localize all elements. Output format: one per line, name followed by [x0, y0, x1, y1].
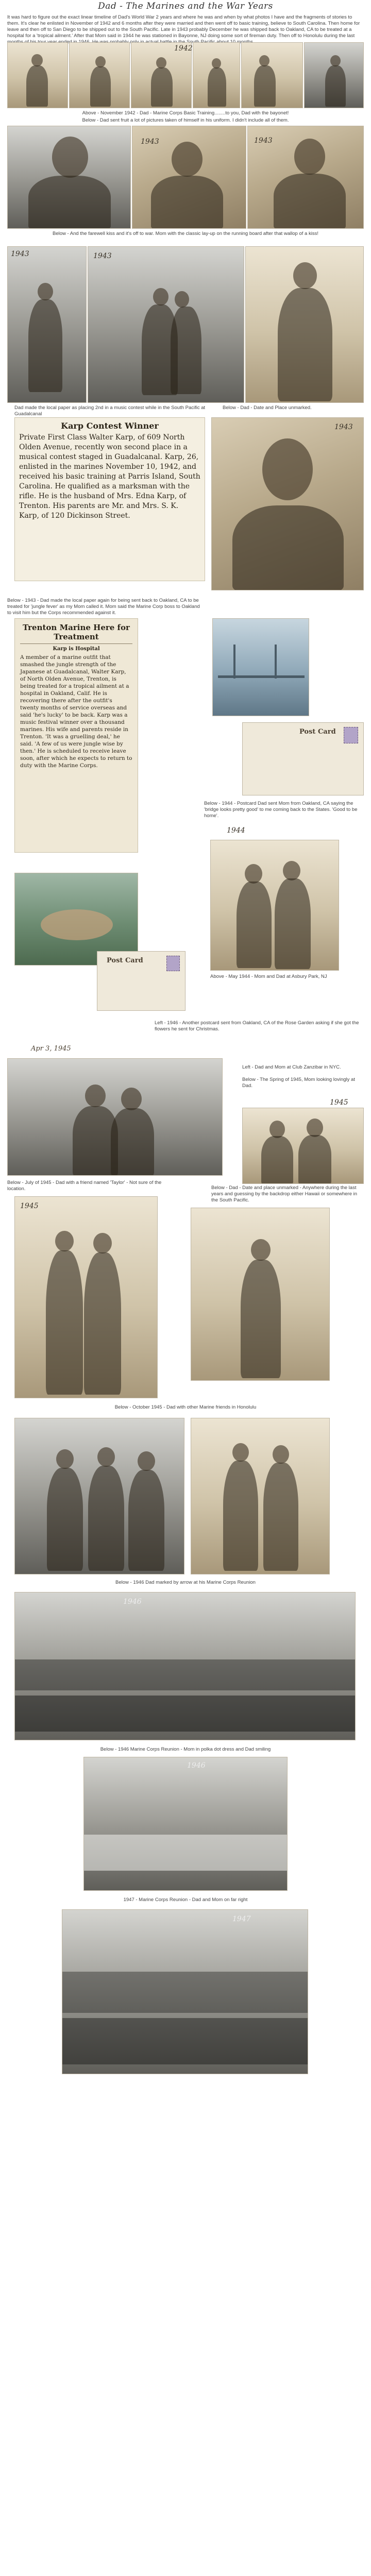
- clipping-body: A member of a marine outfit that smashed the jungle strength of the Japanese at Guadalcanal, Walter Karp, of North Olden Avenue, Trenton, is being treated for a tropical ailment at a hospital in Oakland, Calif. He is recovering there after the outfit's twenty months of service overseas and said 'he's lucky' to be back. Karp was a music festival winner over a thousand marines. His wife and parents reside in Trenton. 'It was a gruelling deal,' he said. 'A few of us were jungle wise by then.' He is scheduled to receive leave soon, after which he expects to return to duty with the Marine Corps.: [20, 654, 132, 769]
- photo-basic-training-1: [7, 42, 68, 108]
- caption-portrait-unmarked: Below - Dad - Date and Place unmarked.: [223, 405, 312, 411]
- caption-leave: Below - And the farewell kiss and it's off to war. Mom with the classic lay-up on the running board after that wallop of a kiss!: [53, 231, 318, 236]
- photo-basic-training-2: [69, 42, 130, 108]
- photo-asbury-park: [210, 840, 339, 971]
- clipping-subhead: Karp is Hospital: [53, 646, 100, 652]
- clipping-trenton-marine: [14, 618, 138, 853]
- caption-october-1945: Below - October 1945 - Dad with other Marine friends in Honolulu: [114, 1404, 257, 1410]
- caption-basic-training: Above - November 1942 - Dad - Marine Corps Basic Training........to you, Dad with the bayonet!: [82, 110, 289, 116]
- caption-reunion-arrow: Below - 1946 Dad marked by arrow at his Marine Corps Reunion: [115, 1580, 256, 1585]
- year-label: 1943: [141, 138, 159, 146]
- postcard-label: Post Card: [299, 728, 336, 736]
- caption-hospital: Below - 1943 - Dad made the local paper again for being sent back to Oakland, CA to be treated for 'jungle fever' as my Mom called it. Mom said the Marine Corp boss to Oakland to visit him but the Corps recommended against it.: [7, 598, 200, 616]
- photo-dad-hawaii-backdrop: [191, 1208, 330, 1381]
- year-label: 1943: [334, 423, 353, 431]
- stamp-icon: [166, 956, 180, 971]
- photo-basic-training-bayonet: [241, 42, 303, 108]
- year-label: 1946: [187, 1761, 206, 1770]
- year-label: 1946: [123, 1598, 142, 1606]
- photo-club-zanzibar: [7, 1058, 223, 1176]
- photo-marines-honolulu-1: [14, 1418, 184, 1574]
- photo-marines-honolulu-2: [191, 1418, 330, 1574]
- photo-reunion-1947: [62, 1909, 308, 2074]
- caption-club-zanzibar: Left - Dad and Mom at Club Zanzibar in NYC.: [242, 1064, 341, 1070]
- photo-reunion-1946-table: [83, 1757, 288, 1891]
- photo-basic-training-4: [193, 42, 240, 108]
- year-label: 1943: [93, 252, 112, 260]
- caption-spring-1945: Below - The Spring of 1945, Mom looking lovingly at Dad.: [242, 1077, 355, 1089]
- caption-dad-backdrop: Below - Dad - Date and place unmarked - Anywhere during the last years and guessing by the backdrop either Hawaii or somewhere in the South Pacific.: [211, 1185, 358, 1203]
- photo-spring-1945: [242, 1108, 364, 1184]
- clipping-headline: Karp Contest Winner: [61, 421, 159, 431]
- photo-uniform-portrait-3: [247, 126, 364, 229]
- photo-portrait-garrison-cap: [211, 417, 364, 590]
- caption-postcard-bridge: Below - 1944 - Postcard Dad sent Mom from Oakland, CA saying the 'bridge looks pretty good' to me coming back to the States. 'Good to be home'.: [204, 801, 358, 819]
- year-label: 1943: [11, 250, 29, 258]
- caption-asbury-park: Above - May 1944 - Mom and Dad at Asbury Park, NJ: [210, 974, 327, 979]
- photo-basic-training-5: [304, 42, 364, 108]
- caption-taylor: Below - July of 1945 - Dad with a friend named 'Taylor' - Not sure of the location.: [7, 1180, 162, 1192]
- page-title: Dad - The Marines and the War Years: [98, 1, 273, 11]
- year-label: 1942: [174, 44, 193, 53]
- photo-bay-bridge-postcard: [212, 618, 309, 716]
- photo-dad-with-car: [7, 246, 87, 403]
- photo-date-handwritten: Apr 3, 1945: [31, 1045, 71, 1053]
- photo-postcard-back-oakland: [242, 722, 364, 795]
- caption-uniform: Below - Dad sent fruit a lot of pictures taken of himself in his uniform. I didn't include all of them.: [82, 117, 289, 123]
- photo-farewell-kiss: [88, 246, 244, 403]
- clipping-contest-winner: [14, 417, 205, 581]
- year-label: 1943: [254, 137, 273, 145]
- year-label: 1945: [330, 1098, 348, 1107]
- intro-text: It was hard to figure out the exact linear timeline of Dad's World War 2 years and where he was and when by what photos I have and the fragments of stories to them. It's clear he enlisted in November of 1942 and 6 months after they were married and then went off to basic training, believe to South Carolina. Then home for leave and then off to San Diego to be shipped out to the South Pacific. Late in 1943 probably December he was shipped back to Oakland, CA to be treated at a hospital for a 'tropical ailment.' After that Mom said in 1944 he was stationed in Bayonne, NJ doing some sort of fireman duty. Then off to Honolulu during the last: [7, 14, 360, 39]
- caption-reunion-polka-dot: Below - 1946 Marine Corps Reunion - Mom in polka dot dress and Dad smiling: [100, 1747, 271, 1752]
- year-label: 1944: [227, 826, 245, 835]
- photo-postcard-back-rose-garden: [97, 951, 185, 1011]
- caption-reunion-1947: 1947 - Marine Corps Reunion - Dad and Mom on far right: [123, 1897, 248, 1903]
- caption-paper-contest: Dad made the local paper as placing 2nd in a music contest while in the South Pacific at Guadalcanal: [14, 405, 206, 417]
- year-label: 1945: [20, 1202, 39, 1210]
- photo-uniform-portrait-2: [132, 126, 246, 229]
- photo-reunion-1946-group: [14, 1592, 356, 1740]
- stamp-icon: [344, 727, 358, 743]
- year-label: 1947: [232, 1915, 251, 1923]
- caption-rose-garden: Left - 1946 - Another postcard sent from Oakland, CA of the Rose Garden asking if she got the flowers he sent for Christmas.: [155, 1020, 359, 1032]
- postcard-label: Post Card: [107, 957, 143, 964]
- clipping-headline: Trenton Marine Here for Treatment: [20, 623, 132, 644]
- photo-uniform-portrait-1: [7, 126, 131, 229]
- clipping-body: Private First Class Walter Karp, of 609 North Olden Avenue, recently won second place in a musical contest staged in Guadalcanal. Karp, 26, enlisted in the marines November 10, 1942, and received his basic training at Parris Island, South Carolina. He qualified as a marksman with the rifle. He is the husband of Mrs. Edna Karp, of Trenton. His parents are Mr. and Mrs. S. K. Karp, of 120 Dickinson Street.: [19, 433, 200, 520]
- photo-dad-with-taylor: [14, 1196, 158, 1398]
- photo-dad-standing-uniform: [245, 246, 364, 403]
